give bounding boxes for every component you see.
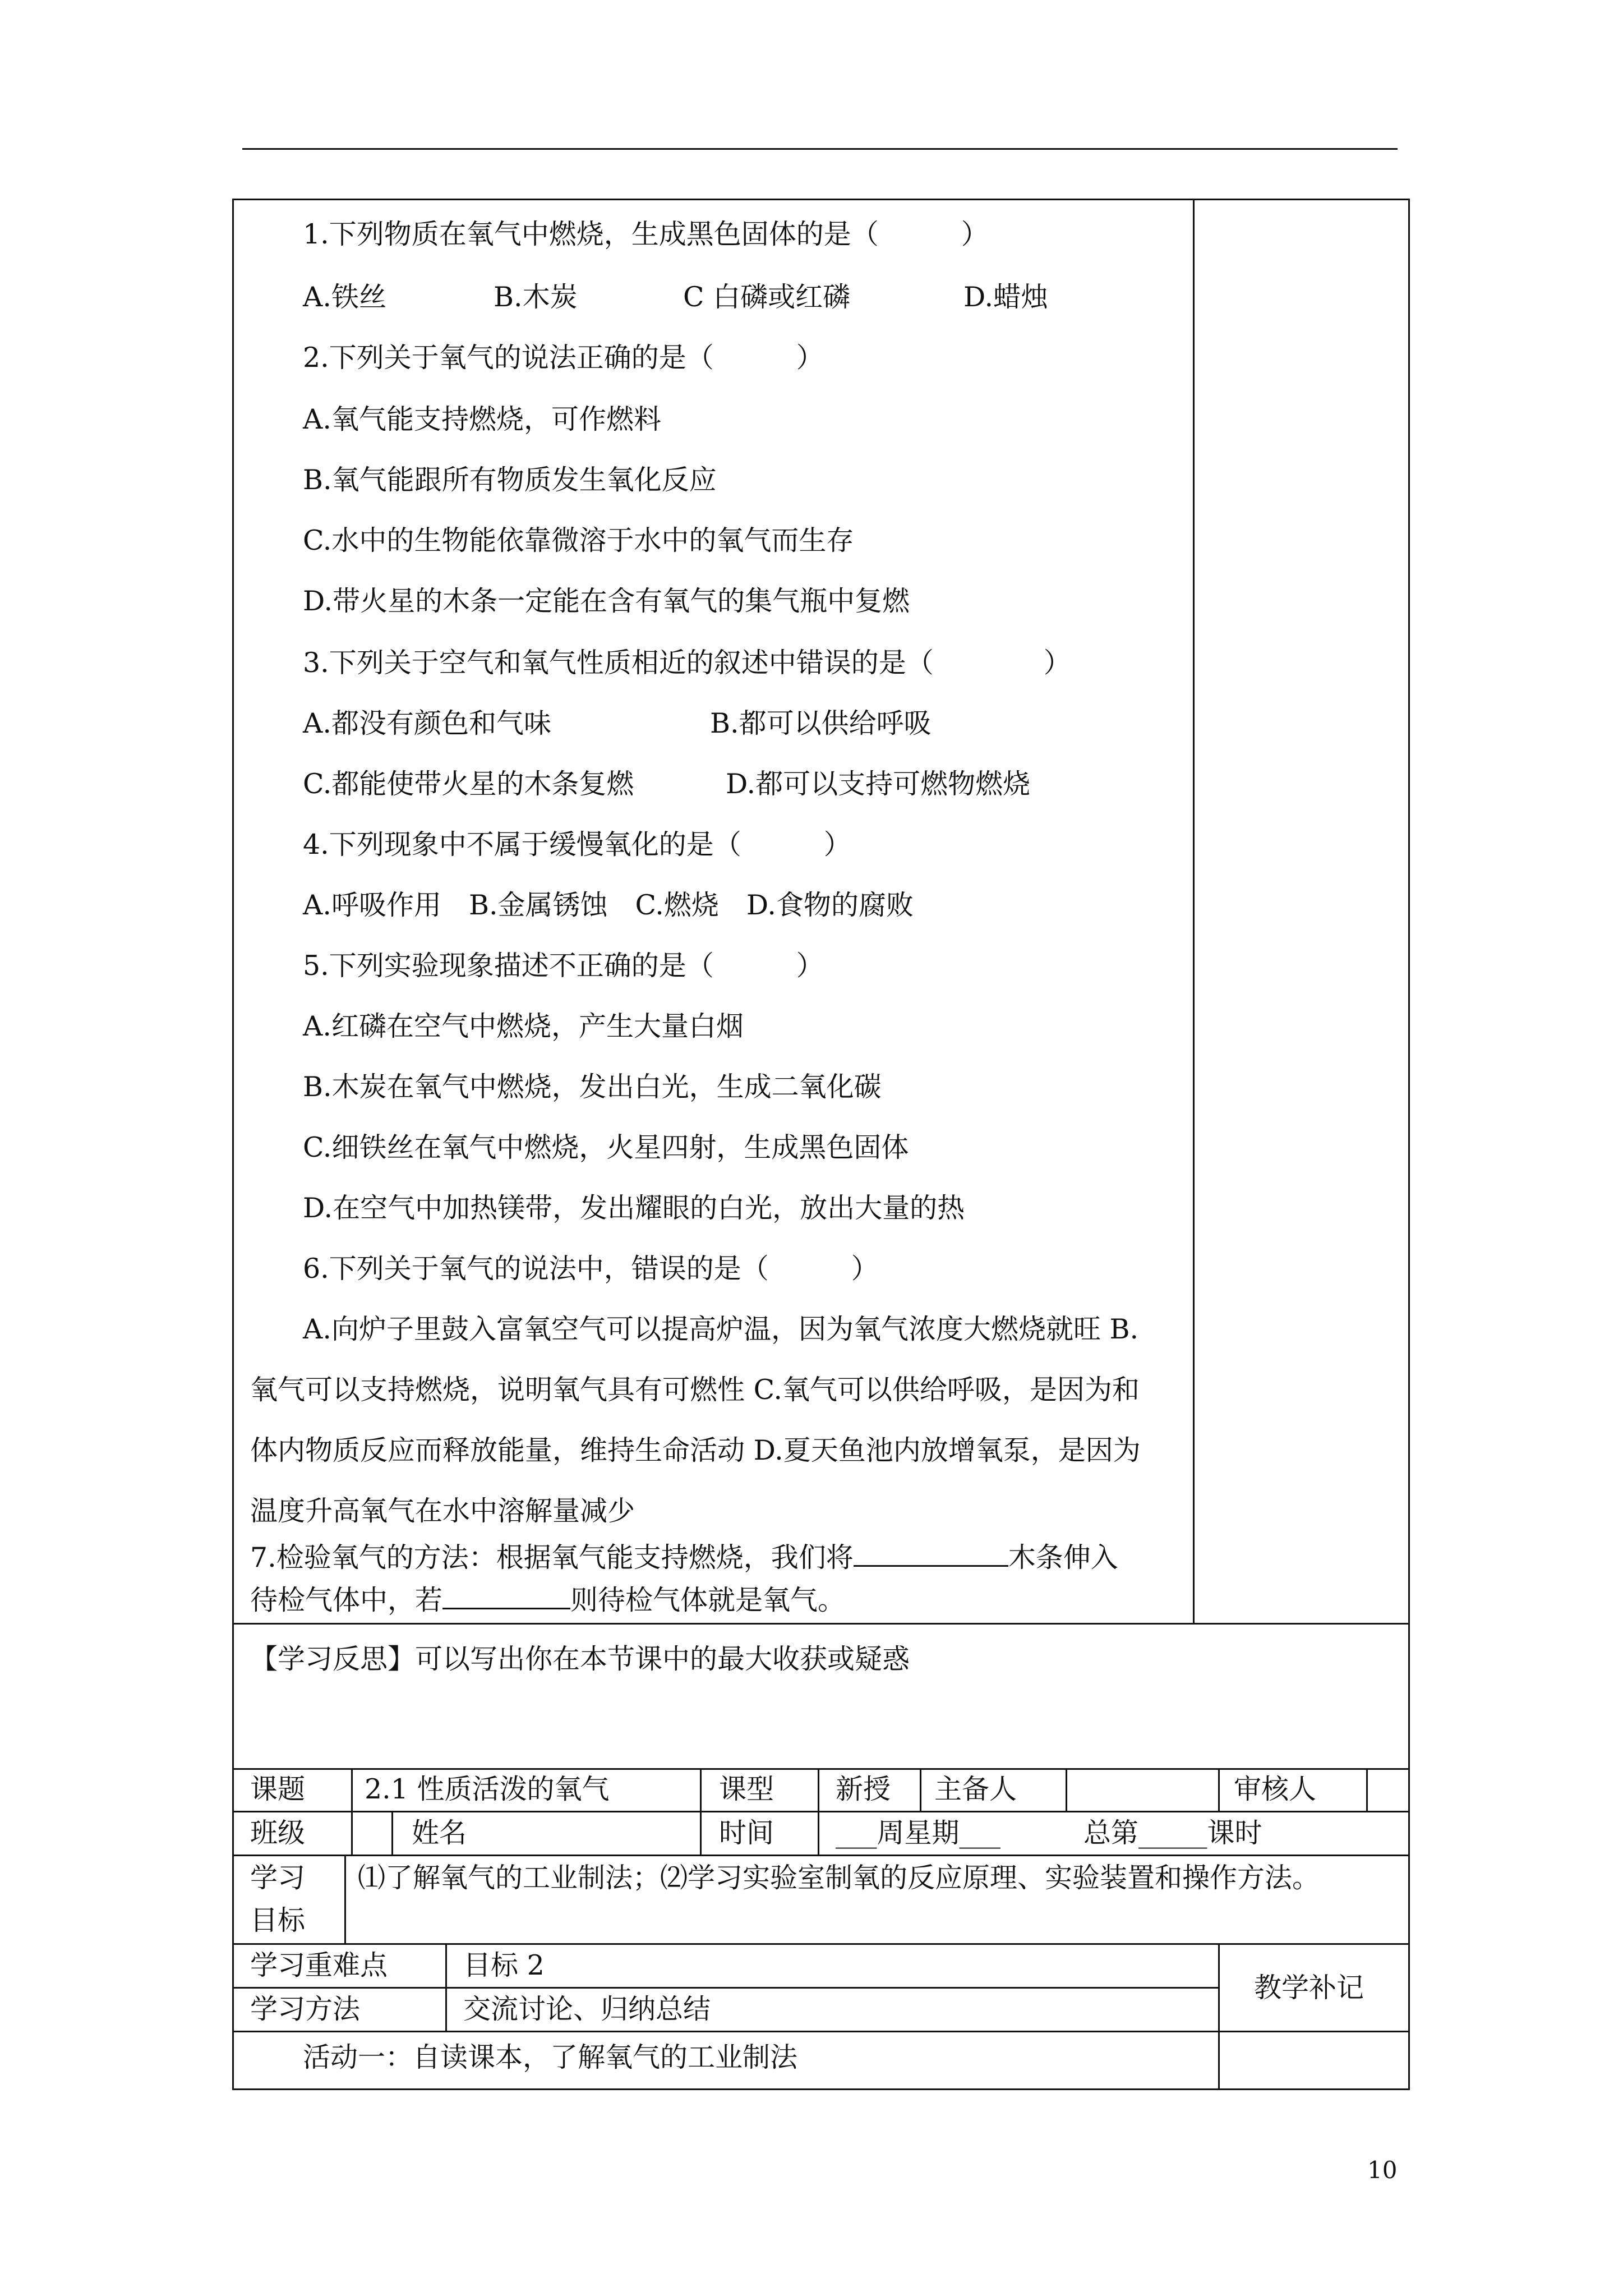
col-divider <box>818 1768 819 1855</box>
col-divider <box>1218 1768 1220 1811</box>
q5-option-a: A.红磷在空气中燃烧，产生大量白烟 <box>303 1010 744 1042</box>
q2-option-c: C.水中的生物能依靠微溶于水中的氧气而生存 <box>303 524 854 556</box>
page-number: 10 <box>1367 2156 1398 2184</box>
q2-option-d: D.带火星的木条一定能在含有氧气的集气瓶中复燃 <box>303 585 910 617</box>
q2-option-b: B.氧气能跟所有物质发生氧化反应 <box>303 464 717 496</box>
q1-option-c: C 白磷或红磷 <box>683 281 851 313</box>
col-divider <box>700 1768 702 1855</box>
q7-line-1 <box>250 1540 1118 1575</box>
method-label: 学习方法 <box>250 1993 361 2025</box>
teaching-notes-label: 教学补记 <box>1254 1972 1364 2004</box>
topic-label: 课题 <box>250 1773 306 1805</box>
q3-option-b: B.都可以供给呼吸 <box>710 707 932 739</box>
notes-column-divider <box>1193 199 1195 1625</box>
q6-line-1: A.向炉子里鼓入富氧空气可以提高炉温，因为氧气浓度大燃烧就旺 B. <box>303 1313 1139 1345</box>
q7-text-1: 7.检验氧气的方法：根据氧气能支持燃烧，我们将 <box>250 1542 854 1573</box>
q1-option-b: B.木炭 <box>494 281 578 313</box>
name-label: 姓名 <box>412 1817 467 1849</box>
col-divider <box>1366 1768 1368 1811</box>
row-divider <box>232 1987 1218 1989</box>
goal-text: ⑴了解氧气的工业制法；⑵学习实验室制氧的反应原理、实验装置和操作方法。 <box>358 1862 1320 1894</box>
type-label: 课型 <box>719 1773 774 1805</box>
row-divider <box>232 1855 1410 1856</box>
q2-stem: 2.下列关于氧气的说法正确的是（ ） <box>303 342 824 374</box>
q4-options: A.呼吸作用 B.金属锈蚀 C.燃烧 D.食物的腐败 <box>303 889 914 921</box>
q3-stem: 3.下列关于空气和氧气性质相近的叙述中错误的是（ ） <box>303 647 1071 679</box>
topic-value: 2.1 性质活泼的氧气 <box>365 1773 610 1805</box>
q3-option-d: D.都可以支持可燃物燃烧 <box>726 768 1031 800</box>
q7-blank-1[interactable] <box>854 1540 1008 1567</box>
col-divider <box>344 1855 346 1943</box>
reflection-text: 【学习反思】可以写出你在本节课中的最大收获或疑惑 <box>250 1643 910 1675</box>
q3-option-a: A.都没有颜色和气味 <box>303 707 551 739</box>
time-label: 时间 <box>719 1817 774 1849</box>
col-divider <box>1066 1768 1067 1811</box>
col-divider <box>1218 1943 1220 2090</box>
q4-stem: 4.下列现象中不属于缓慢氧化的是（ ） <box>303 829 851 861</box>
row-divider <box>232 1943 1410 1945</box>
total-lessons-text: 总第_____课时 <box>1083 1817 1262 1849</box>
q7-line-2 <box>250 1583 845 1617</box>
row-divider <box>232 2031 1410 2032</box>
activity-one: 活动一：自读课本，了解氧气的工业制法 <box>303 2041 798 2073</box>
q7-text-4: 则待检气体就是氧气。 <box>570 1584 846 1616</box>
q7-blank-2[interactable] <box>442 1583 570 1609</box>
goal-label-line-2: 目标 <box>250 1904 306 1936</box>
goal-label-line-1: 学习 <box>250 1862 306 1894</box>
q1-option-d: D.蜡烛 <box>963 281 1049 313</box>
q6-line-4: 温度升高氧气在水中溶解量减少 <box>250 1495 635 1527</box>
q5-option-d: D.在空气中加热镁带，发出耀眼的白光，放出大量的热 <box>303 1192 965 1224</box>
class-label: 班级 <box>250 1817 306 1849</box>
q6-line-3: 体内物质反应而释放能量，维持生命活动 D.夏天鱼池内放增氧泵，是因为 <box>250 1434 1141 1466</box>
q6-stem: 6.下列关于氧气的说法中，错误的是（ ） <box>303 1253 879 1285</box>
col-divider <box>445 1943 447 2031</box>
type-value: 新授 <box>836 1773 891 1805</box>
reviewer-label: 审核人 <box>1234 1773 1317 1805</box>
q1-stem: 1.下列物质在氧气中燃烧，生成黑色固体的是（ ） <box>303 218 989 250</box>
q5-stem: 5.下列实验现象描述不正确的是（ ） <box>303 950 824 982</box>
q2-option-a: A.氧气能支持燃烧，可作燃料 <box>303 403 661 435</box>
preparer-label: 主备人 <box>934 1773 1017 1805</box>
method-value: 交流讨论、归纳总结 <box>463 1993 711 2025</box>
header-rule <box>242 148 1398 150</box>
q3-option-c: C.都能使带火星的木条复燃 <box>303 768 634 800</box>
q1-option-a: A.铁丝 <box>303 281 386 313</box>
key-points-value: 目标 2 <box>463 1949 545 1981</box>
col-divider <box>351 1768 353 1855</box>
week-text: ___周星期___ <box>836 1817 1001 1849</box>
row-divider <box>232 1811 1410 1812</box>
key-points-label: 学习重难点 <box>250 1949 388 1981</box>
col-divider <box>920 1768 921 1811</box>
q7-text-3: 待检气体中，若 <box>250 1584 443 1616</box>
q5-option-c: C.细铁丝在氧气中燃烧，火星四射，生成黑色固体 <box>303 1131 909 1163</box>
q5-option-b: B.木炭在氧气中燃烧，发出白光，生成二氧化碳 <box>303 1071 882 1103</box>
col-divider <box>391 1811 393 1855</box>
q6-line-2: 氧气可以支持燃烧，说明氧气具有可燃性 C.氧气可以供给呼吸，是因为和 <box>250 1374 1140 1406</box>
q7-text-2: 木条伸入 <box>1008 1542 1118 1573</box>
